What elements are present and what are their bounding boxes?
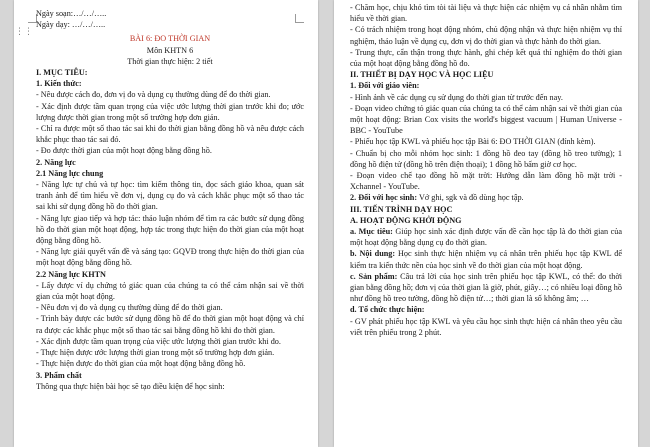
section-heading: 2. Năng lực: [36, 157, 76, 167]
paragraph-line: Thông qua thực hiện bài học sẽ tạo điều kiện để học sinh:: [36, 381, 225, 391]
section-heading: III. TIẾN TRÌNH DẠY HỌC: [350, 204, 453, 214]
paragraph-line: - GV phát phiếu học tập KWL và yêu cầu học sinh thực hiện cá nhân theo yêu cầu viết trên phiếu trong 2 phút.: [350, 316, 622, 337]
subtitle-line: Môn KHTN 6: [146, 45, 194, 55]
page-text-left: [36, 8, 304, 392]
paragraph-line: - Trình bày được các bước sử dụng đồng hồ để đo thời gian một hoạt động và chỉ ra được các khắc phục một số thao tác sai bằng đồng hồ khi đo thời gian.: [36, 314, 304, 335]
paragraph-line: - Chỉ ra được một số thao tác sai khi đo thời gian bằng đồng hồ và nêu được cách khắc phục thao tác sai đó.: [36, 124, 304, 145]
paragraph-line: [350, 271, 622, 305]
paragraph-line: - Thực hiện được đo thời gian của một hoạt động bằng đồng hồ.: [36, 359, 246, 369]
document-page-left: [14, 0, 318, 447]
lesson-title: BÀI 6: ĐO THỜI GIAN: [129, 34, 211, 44]
document-page-right: [334, 0, 638, 447]
paragraph-line: [350, 192, 622, 203]
paragraph-line: - Chuẩn bị cho mỗi nhóm học sinh: 1 đồng hồ đeo tay (đồng hồ treo tường); 1 đồng hồ điện tử (đồng hồ trên điện thoại); 1 đồng hồ bấm giờ cơ học.: [350, 148, 622, 169]
inline-text: Giúp học sinh xác định được vấn đề cần học tập là đo thời gian của một hoạt động bằng dụng cụ đo thời gian.: [350, 227, 622, 248]
section-heading: 2.2 Năng lực KHTN: [36, 269, 106, 279]
paragraph-line: - Năng lực tự chủ và tự học: tìm kiếm thông tin, đọc sách giáo khoa, quan sát tranh ảnh để tìm hiểu về đơn vị, dụng cụ đo và cách khắc phục một số thao tác sai khi sử dụng đồng hồ đo thời gian.: [36, 180, 304, 212]
paragraph-line: - Xác định được tầm quan trọng của việc ước lượng thời gian trước khi đo; ước lượng được thời gian trong một số trường hợp đơn giản.: [36, 101, 304, 122]
paragraph-line: - Nêu được cách đo, đơn vị đo và dụng cụ thường dùng để đo thời gian.: [36, 90, 271, 100]
inline-text: Vở ghi, sgk và đồ dùng học tập.: [417, 193, 524, 203]
paragraph-line: - Xác định được tầm quan trọng của việc ước lượng thời gian trước khi đo.: [36, 336, 281, 346]
section-heading: 1. Kiến thức:: [36, 79, 82, 89]
paragraph-line: Ngày dạy: …/…/…..: [36, 20, 106, 30]
section-heading: 3. Phẩm chất: [36, 370, 82, 380]
paragraph-line: [350, 226, 622, 248]
paragraph-line: - Phiếu học tập KWL và phiếu học tập Bài 6: ĐO THỜI GIAN (đính kèm).: [350, 137, 596, 147]
inline-label: a. Mục tiêu:: [350, 227, 393, 237]
paragraph-line: - Thực hiện được ước lượng thời gian trong một số trường hợp đơn giản.: [36, 348, 275, 358]
inline-label: c. Sản phẩm:: [350, 271, 398, 281]
inline-text: Câu trả lời của học sinh trên phiếu học tập KWL, có thể: đo thời gian bằng đồng hồ; đơn vị của thời gian là giờ, phút, giây…; có nhiều loại đồng hồ như đồng hồ treo tường, đồng hồ điện tử…; thời gian là số không âm; …: [350, 271, 622, 304]
paragraph-line: - Đo được thời gian của một hoạt động bằng đồng hồ.: [36, 146, 212, 156]
paragraph-line: - Đoạn video chứng tỏ giác quan của chúng ta có thể cảm nhận sai về thời gian của một hoạt động: Brian Cox visits the world's biggest vacuum | Human Universe - BBC - YouTube: [350, 103, 622, 136]
section-heading: d. Tổ chức thực hiện:: [350, 305, 425, 315]
paragraph-line: [350, 248, 622, 270]
paragraph-line: - Đoạn video chế tạo đồng hồ mặt trời: Hướng dẫn làm đồng hồ mặt trời - Xchannel - YouTube.: [350, 171, 622, 192]
paragraph-line: - Năng lực giải quyết vấn đề và sáng tạo: GQVĐ trong thực hiện đo thời gian của một hoạt động bằng đồng hồ.: [36, 247, 304, 268]
inline-label: b. Nội dung:: [350, 249, 396, 259]
paragraph-line: - Chăm học, chịu khó tìm tòi tài liệu và thực hiện các nhiệm vụ cá nhân nhằm tìm hiểu về thời gian.: [350, 3, 622, 24]
drag-handle-icon[interactable]: ⋮⋮: [15, 27, 33, 37]
page-text-right: [350, 2, 622, 338]
section-heading: A. HOẠT ĐỘNG KHỞI ĐỘNG: [350, 215, 462, 225]
inline-text: Học sinh thực hiện nhiệm vụ cá nhân trên phiếu học tập KWL để kiểm tra kiến thức nền của học sinh về đo thời gian của một hoạt động.: [350, 249, 622, 270]
paragraph-line: - Có trách nhiệm trong hoạt động nhóm, chủ động nhận và thực hiện nhiệm vụ thí nghiệm, thảo luận về dụng cụ, đơn vị đo thời gian và thực hành đo thời gian.: [350, 25, 622, 46]
paragraph-line: Ngày soạn:…/…/…..: [36, 9, 107, 18]
section-heading: II. THIẾT BỊ DẠY HỌC VÀ HỌC LIỆU: [350, 70, 494, 80]
section-heading: 2.1 Năng lực chung: [36, 168, 104, 178]
paragraph-line: - Lấy được ví dụ chứng tỏ giác quan của chúng ta có thể cảm nhận sai về thời gian của một hoạt động.: [36, 280, 304, 302]
paragraph-line: - Hình ảnh về các dụng cụ sử dụng đo thời gian từ trước đến nay.: [350, 92, 563, 102]
paragraph-line: - Năng lực giao tiếp và hợp tác: thảo luận nhóm để tìm ra các bước sử dụng đồng hồ đo thời gian một hoạt động, hợp tác trong thực hiện đo thời gian của một hoạt động bằng đồng hồ.: [36, 213, 304, 246]
subtitle-line: Thời gian thực hiện: 2 tiết: [127, 56, 213, 66]
section-heading: 1. Đối với giáo viên:: [350, 81, 420, 91]
section-heading: I. MỤC TIÊU:: [36, 68, 88, 78]
paragraph-line: - Nêu đơn vị đo và dụng cụ thường dùng để đo thời gian.: [36, 303, 223, 313]
inline-label: 2. Đối với học sinh:: [350, 193, 418, 203]
paragraph-line: - Trung thực, cẩn thận trong thực hành, ghi chép kết quả thí nghiệm đo thời gian của một hoạt động bằng đồng hồ đo.: [350, 47, 622, 69]
